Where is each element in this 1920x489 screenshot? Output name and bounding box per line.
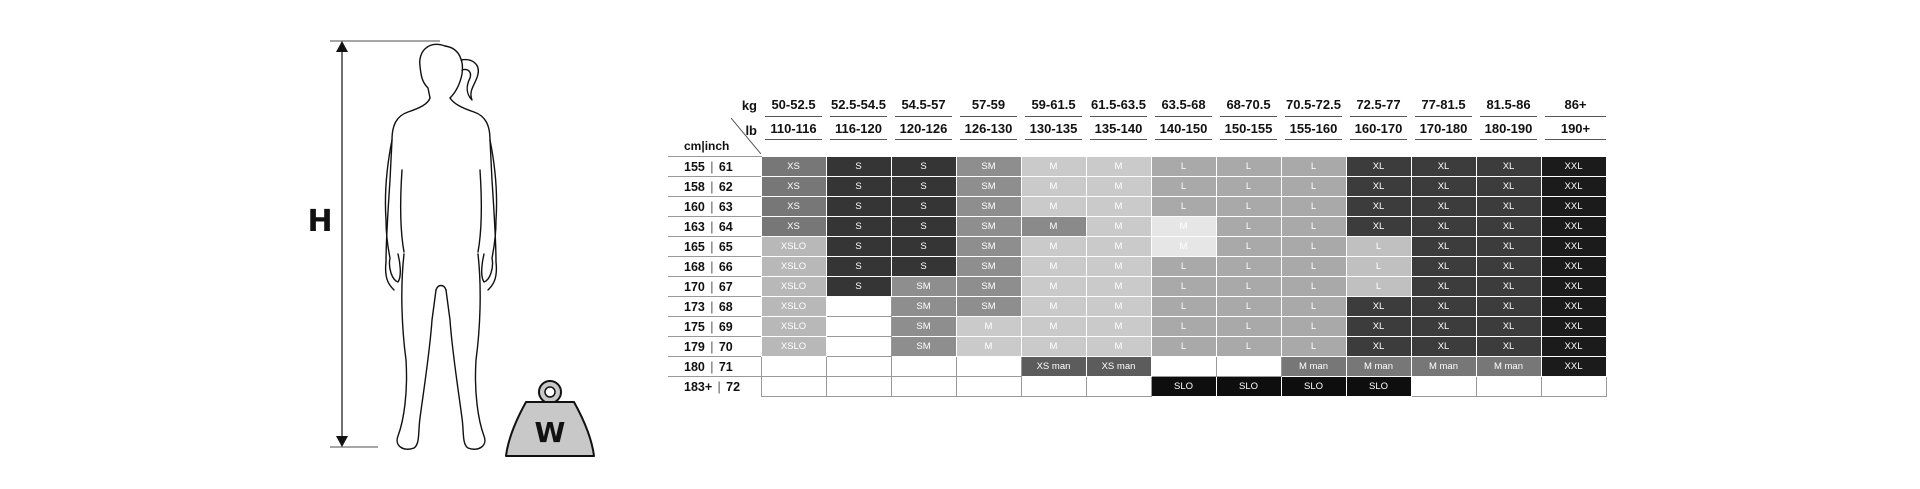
size-cell: XS bbox=[761, 197, 826, 217]
size-cell: L bbox=[1281, 257, 1346, 277]
size-cell: S bbox=[891, 197, 956, 217]
height-inch: 70 bbox=[718, 339, 733, 354]
lb-range: 180-190 bbox=[1480, 117, 1537, 140]
size-cell: S bbox=[826, 237, 891, 257]
size-cell: L bbox=[1216, 317, 1281, 337]
size-cell: XL bbox=[1346, 217, 1411, 237]
size-cell: S bbox=[891, 237, 956, 257]
height-inch: 64 bbox=[718, 219, 733, 234]
weight-column-header bbox=[1151, 94, 1216, 157]
size-cell bbox=[826, 317, 891, 337]
height-inch: 67 bbox=[718, 279, 733, 294]
unit-separator: | bbox=[710, 199, 714, 214]
size-cell: M bbox=[1021, 337, 1086, 357]
size-cell: M bbox=[1021, 297, 1086, 317]
size-cell: XSLO bbox=[761, 337, 826, 357]
table-corner bbox=[668, 94, 761, 157]
height-cm: 160 bbox=[684, 199, 705, 214]
unit-separator: | bbox=[710, 299, 714, 314]
size-cell: M bbox=[1021, 237, 1086, 257]
size-cell: L bbox=[1281, 197, 1346, 217]
size-cell: XXL bbox=[1541, 297, 1606, 317]
size-chart-table bbox=[668, 94, 1607, 397]
size-cell: L bbox=[1281, 217, 1346, 237]
size-cell: XSLO bbox=[761, 237, 826, 257]
size-cell: XXL bbox=[1541, 197, 1606, 217]
size-cell: L bbox=[1151, 157, 1216, 177]
size-cell: XL bbox=[1411, 197, 1476, 217]
size-cell: XL bbox=[1476, 277, 1541, 297]
lb-unit-label: lb bbox=[745, 123, 757, 138]
height-cm: 155 bbox=[684, 159, 705, 174]
size-cell: XL bbox=[1411, 317, 1476, 337]
size-cell: M bbox=[1021, 177, 1086, 197]
height-row-header bbox=[668, 377, 761, 397]
size-cell: XL bbox=[1346, 157, 1411, 177]
size-cell: SM bbox=[891, 317, 956, 337]
size-cell: M bbox=[1021, 277, 1086, 297]
size-cell: XL bbox=[1411, 297, 1476, 317]
size-cell bbox=[761, 377, 826, 397]
table-row bbox=[668, 297, 1606, 317]
weight-column-header bbox=[891, 94, 956, 157]
size-cell: XSLO bbox=[761, 257, 826, 277]
table-row bbox=[668, 237, 1606, 257]
size-cell: L bbox=[1281, 297, 1346, 317]
height-cm: 175 bbox=[684, 319, 705, 334]
size-cell: SM bbox=[956, 297, 1021, 317]
size-cell: L bbox=[1216, 257, 1281, 277]
height-cm: 163 bbox=[684, 219, 705, 234]
height-row-header bbox=[668, 177, 761, 197]
size-cell bbox=[1541, 377, 1606, 397]
size-cell: L bbox=[1346, 277, 1411, 297]
table-row bbox=[668, 217, 1606, 237]
height-cm: 158 bbox=[684, 179, 705, 194]
size-cell: M bbox=[1021, 317, 1086, 337]
kg-range: 86+ bbox=[1545, 94, 1606, 117]
size-cell: SLO bbox=[1151, 377, 1216, 397]
size-cell: M man bbox=[1411, 357, 1476, 377]
size-cell: L bbox=[1216, 337, 1281, 357]
inch-unit-label: inch bbox=[704, 139, 730, 153]
weight-column-header bbox=[1346, 94, 1411, 157]
size-cell: M bbox=[1086, 217, 1151, 237]
size-cell: XL bbox=[1411, 157, 1476, 177]
size-cell: S bbox=[891, 217, 956, 237]
lb-range: 170-180 bbox=[1415, 117, 1472, 140]
size-cell: XL bbox=[1476, 337, 1541, 357]
size-cell: SM bbox=[956, 157, 1021, 177]
size-cell: XL bbox=[1346, 317, 1411, 337]
size-cell bbox=[956, 377, 1021, 397]
height-cm: 179 bbox=[684, 339, 705, 354]
size-cell: XL bbox=[1411, 217, 1476, 237]
table-row bbox=[668, 197, 1606, 217]
size-cell: M bbox=[956, 317, 1021, 337]
lb-range: 120-126 bbox=[895, 117, 952, 140]
height-row-header bbox=[668, 277, 761, 297]
height-inch: 68 bbox=[718, 299, 733, 314]
table-row bbox=[668, 177, 1606, 197]
size-cell: L bbox=[1216, 297, 1281, 317]
height-inch: 63 bbox=[718, 199, 733, 214]
size-cell: XL bbox=[1476, 177, 1541, 197]
size-cell: XL bbox=[1411, 177, 1476, 197]
size-cell: S bbox=[826, 217, 891, 237]
size-cell: L bbox=[1216, 217, 1281, 237]
size-cell: L bbox=[1281, 317, 1346, 337]
kg-range: 68-70.5 bbox=[1220, 94, 1277, 117]
height-row-header bbox=[668, 197, 761, 217]
weight-column-header bbox=[1541, 94, 1606, 157]
size-cell bbox=[826, 377, 891, 397]
size-cell: XXL bbox=[1541, 157, 1606, 177]
size-cell: XL bbox=[1476, 257, 1541, 277]
size-cell: SM bbox=[956, 257, 1021, 277]
size-cell: XL bbox=[1476, 197, 1541, 217]
size-cell bbox=[1151, 357, 1216, 377]
size-cell: XL bbox=[1411, 277, 1476, 297]
header-row bbox=[668, 94, 1606, 157]
size-cell: XL bbox=[1476, 217, 1541, 237]
kg-range: 54.5-57 bbox=[895, 94, 952, 117]
size-cell: S bbox=[826, 197, 891, 217]
size-cell: S bbox=[891, 257, 956, 277]
size-cell: XXL bbox=[1541, 337, 1606, 357]
size-cell: S bbox=[826, 277, 891, 297]
size-cell: M bbox=[1021, 197, 1086, 217]
height-arrow bbox=[330, 41, 440, 447]
size-cell: L bbox=[1151, 177, 1216, 197]
size-cell: S bbox=[826, 177, 891, 197]
size-cell: XSLO bbox=[761, 277, 826, 297]
size-cell: L bbox=[1216, 157, 1281, 177]
size-cell bbox=[826, 357, 891, 377]
weight-column-header bbox=[761, 94, 826, 157]
unit-separator: | bbox=[701, 139, 705, 153]
size-cell: M bbox=[1086, 257, 1151, 277]
corner-diagonal bbox=[731, 118, 761, 154]
size-cell: L bbox=[1346, 257, 1411, 277]
size-cell: SM bbox=[891, 337, 956, 357]
size-cell: L bbox=[1281, 337, 1346, 357]
size-cell: XL bbox=[1476, 317, 1541, 337]
size-cell: M bbox=[1086, 177, 1151, 197]
figure-illustration bbox=[0, 0, 620, 489]
height-inch: 65 bbox=[718, 239, 733, 254]
height-label: H bbox=[307, 204, 333, 239]
size-cell bbox=[1216, 357, 1281, 377]
size-cell: L bbox=[1151, 197, 1216, 217]
size-cell: M bbox=[1021, 217, 1086, 237]
height-cm: 170 bbox=[684, 279, 705, 294]
height-row-header bbox=[668, 297, 761, 317]
weight-column-header bbox=[1216, 94, 1281, 157]
size-cell bbox=[1086, 377, 1151, 397]
size-cell: SM bbox=[891, 277, 956, 297]
size-cell: M bbox=[1086, 237, 1151, 257]
unit-separator: | bbox=[710, 339, 714, 354]
kg-range: 70.5-72.5 bbox=[1285, 94, 1342, 117]
weight-column-header bbox=[1281, 94, 1346, 157]
height-row-header bbox=[668, 337, 761, 357]
lb-range: 130-135 bbox=[1025, 117, 1082, 140]
size-cell: SM bbox=[891, 297, 956, 317]
table-row bbox=[668, 257, 1606, 277]
cm-unit-label: cm bbox=[684, 139, 702, 153]
size-cell: L bbox=[1281, 177, 1346, 197]
height-row-header bbox=[668, 237, 761, 257]
size-cell: L bbox=[1151, 317, 1216, 337]
kg-range: 77-81.5 bbox=[1415, 94, 1472, 117]
size-cell: M bbox=[1151, 217, 1216, 237]
weight-column-header bbox=[956, 94, 1021, 157]
size-cell: M bbox=[1021, 257, 1086, 277]
unit-separator: | bbox=[710, 219, 714, 234]
weight-label: W bbox=[534, 416, 566, 449]
size-cell: XL bbox=[1346, 337, 1411, 357]
size-cell bbox=[1476, 377, 1541, 397]
size-cell: XL bbox=[1476, 237, 1541, 257]
kg-range: 59-61.5 bbox=[1025, 94, 1082, 117]
height-inch: 69 bbox=[718, 319, 733, 334]
size-cell: M bbox=[1086, 157, 1151, 177]
height-inch: 66 bbox=[718, 259, 733, 274]
height-inch: 61 bbox=[718, 159, 733, 174]
size-cell: L bbox=[1216, 177, 1281, 197]
size-cell: S bbox=[891, 157, 956, 177]
lb-range: 155-160 bbox=[1285, 117, 1342, 140]
lb-range: 160-170 bbox=[1350, 117, 1407, 140]
height-row-header bbox=[668, 217, 761, 237]
unit-separator: | bbox=[710, 319, 714, 334]
size-cell: M bbox=[956, 337, 1021, 357]
size-cell: SM bbox=[956, 277, 1021, 297]
kg-range: 63.5-68 bbox=[1155, 94, 1212, 117]
lb-range: 135-140 bbox=[1090, 117, 1147, 140]
height-cm: 180 bbox=[684, 359, 705, 374]
person-silhouette bbox=[385, 44, 496, 449]
size-cell: XL bbox=[1346, 297, 1411, 317]
table-row bbox=[668, 377, 1606, 397]
size-cell: XXL bbox=[1541, 277, 1606, 297]
size-cell: L bbox=[1151, 337, 1216, 357]
size-cell: XS bbox=[761, 177, 826, 197]
unit-separator: | bbox=[717, 379, 721, 394]
size-cell: XXL bbox=[1541, 357, 1606, 377]
kg-range: 57-59 bbox=[960, 94, 1017, 117]
height-row-header bbox=[668, 157, 761, 177]
size-cell: XS bbox=[761, 217, 826, 237]
size-cell: L bbox=[1216, 237, 1281, 257]
size-cell: S bbox=[891, 177, 956, 197]
lb-range: 110-116 bbox=[765, 117, 822, 140]
size-cell: XL bbox=[1346, 197, 1411, 217]
table-row bbox=[668, 337, 1606, 357]
size-cell: M bbox=[1086, 277, 1151, 297]
size-cell: L bbox=[1151, 277, 1216, 297]
size-cell: L bbox=[1281, 277, 1346, 297]
size-cell bbox=[1021, 377, 1086, 397]
size-cell: XXL bbox=[1541, 317, 1606, 337]
kg-range: 61.5-63.5 bbox=[1090, 94, 1147, 117]
unit-separator: | bbox=[710, 359, 714, 374]
size-cell: XS bbox=[761, 157, 826, 177]
height-inch: 72 bbox=[726, 379, 741, 394]
lb-range: 190+ bbox=[1545, 117, 1606, 140]
size-cell: M man bbox=[1281, 357, 1346, 377]
size-cell bbox=[826, 337, 891, 357]
kg-range: 81.5-86 bbox=[1480, 94, 1537, 117]
kg-range: 50-52.5 bbox=[765, 94, 822, 117]
weight-column-header bbox=[1476, 94, 1541, 157]
size-cell bbox=[1411, 377, 1476, 397]
size-cell bbox=[891, 377, 956, 397]
height-cm: 183+ bbox=[684, 379, 713, 394]
size-cell: L bbox=[1281, 237, 1346, 257]
size-cell: M man bbox=[1476, 357, 1541, 377]
size-cell bbox=[956, 357, 1021, 377]
size-cell: M bbox=[1086, 317, 1151, 337]
size-cell: XS man bbox=[1086, 357, 1151, 377]
size-cell: SM bbox=[956, 237, 1021, 257]
size-cell: M man bbox=[1346, 357, 1411, 377]
height-row-header bbox=[668, 357, 761, 377]
table-row bbox=[668, 317, 1606, 337]
size-cell: XSLO bbox=[761, 297, 826, 317]
size-cell: L bbox=[1151, 297, 1216, 317]
size-cell: SLO bbox=[1281, 377, 1346, 397]
kg-range: 72.5-77 bbox=[1350, 94, 1407, 117]
weight-column-header bbox=[826, 94, 891, 157]
weight-column-header bbox=[1411, 94, 1476, 157]
height-row-header bbox=[668, 317, 761, 337]
size-cell: S bbox=[826, 157, 891, 177]
size-cell: M bbox=[1086, 297, 1151, 317]
table-row bbox=[668, 157, 1606, 177]
size-cell bbox=[826, 297, 891, 317]
size-cell: M bbox=[1086, 337, 1151, 357]
size-cell: M bbox=[1151, 237, 1216, 257]
size-cell: XL bbox=[1411, 337, 1476, 357]
unit-separator: | bbox=[710, 179, 714, 194]
height-inch: 71 bbox=[718, 359, 733, 374]
unit-separator: | bbox=[710, 259, 714, 274]
size-cell: SM bbox=[956, 177, 1021, 197]
size-cell: M bbox=[1021, 157, 1086, 177]
height-unit-labels bbox=[684, 139, 729, 153]
weight-column-header bbox=[1021, 94, 1086, 157]
size-cell: S bbox=[826, 257, 891, 277]
lb-range: 150-155 bbox=[1220, 117, 1277, 140]
table-row bbox=[668, 357, 1606, 377]
size-cell: XL bbox=[1411, 257, 1476, 277]
size-cell: XXL bbox=[1541, 217, 1606, 237]
size-cell: M bbox=[1086, 197, 1151, 217]
size-cell: XL bbox=[1476, 157, 1541, 177]
size-cell: XL bbox=[1476, 297, 1541, 317]
size-cell: SM bbox=[956, 217, 1021, 237]
size-cell: L bbox=[1151, 257, 1216, 277]
unit-separator: | bbox=[710, 239, 714, 254]
size-cell: XS man bbox=[1021, 357, 1086, 377]
height-cm: 173 bbox=[684, 299, 705, 314]
size-cell: L bbox=[1346, 237, 1411, 257]
lb-range: 116-120 bbox=[830, 117, 887, 140]
size-cell: XSLO bbox=[761, 317, 826, 337]
size-cell: XXL bbox=[1541, 237, 1606, 257]
size-cell: SM bbox=[956, 197, 1021, 217]
height-cm: 168 bbox=[684, 259, 705, 274]
size-cell bbox=[761, 357, 826, 377]
size-cell bbox=[891, 357, 956, 377]
weight-column-header bbox=[1086, 94, 1151, 157]
size-cell: XL bbox=[1411, 237, 1476, 257]
size-cell: L bbox=[1216, 197, 1281, 217]
size-cell: XL bbox=[1346, 177, 1411, 197]
size-rows bbox=[668, 157, 1606, 397]
kg-unit-label: kg bbox=[741, 98, 757, 113]
unit-separator: | bbox=[710, 279, 714, 294]
height-inch: 62 bbox=[718, 179, 733, 194]
lb-range: 140-150 bbox=[1155, 117, 1212, 140]
size-cell: SLO bbox=[1216, 377, 1281, 397]
size-cell: SLO bbox=[1346, 377, 1411, 397]
unit-separator: | bbox=[710, 159, 714, 174]
size-cell: L bbox=[1216, 277, 1281, 297]
height-row-header bbox=[668, 257, 761, 277]
lb-range: 126-130 bbox=[960, 117, 1017, 140]
size-cell: XXL bbox=[1541, 177, 1606, 197]
kg-range: 52.5-54.5 bbox=[830, 94, 887, 117]
size-cell: XXL bbox=[1541, 257, 1606, 277]
size-cell: L bbox=[1281, 157, 1346, 177]
height-cm: 165 bbox=[684, 239, 705, 254]
table-row bbox=[668, 277, 1606, 297]
